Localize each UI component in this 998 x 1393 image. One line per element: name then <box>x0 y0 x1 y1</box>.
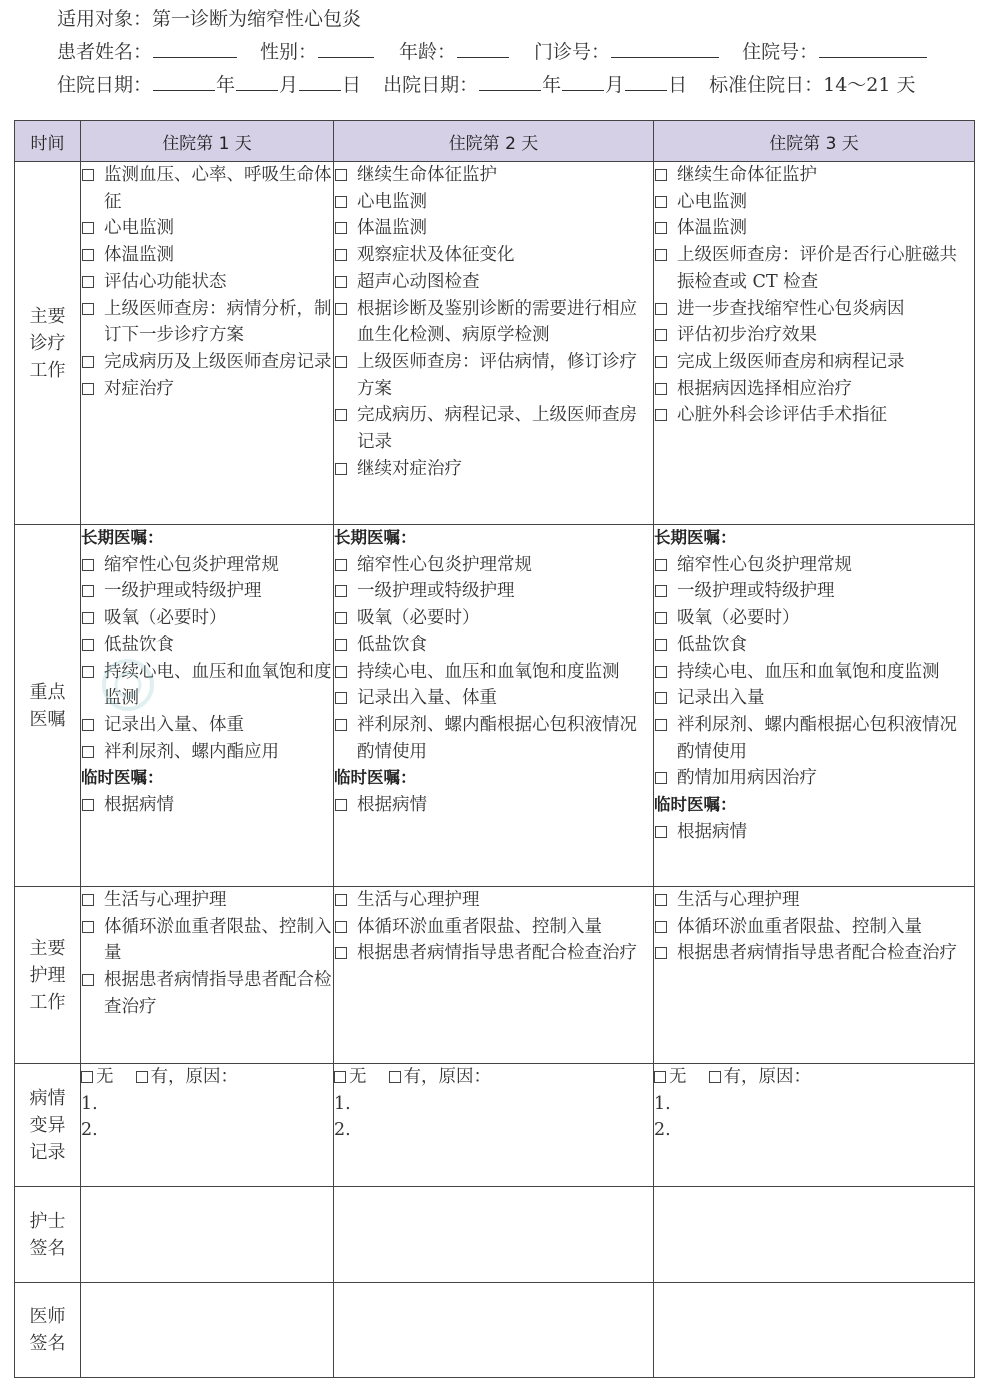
variation-reason-line[interactable]: 1. <box>81 1093 98 1114</box>
checklist-item <box>654 402 974 429</box>
variation-reason-line[interactable]: 2. <box>334 1120 351 1141</box>
checklist-item <box>81 296 333 349</box>
clinic-number-label: 门诊号： <box>534 41 611 63</box>
checklist-item-text: 心电监测 <box>104 218 174 239</box>
variation-reason-line[interactable]: 2. <box>81 1120 98 1141</box>
checklist-item <box>654 215 974 242</box>
checklist-item <box>654 659 974 686</box>
nursing-day1-cell <box>81 887 334 1064</box>
variation-day1-cell <box>81 1064 334 1187</box>
checkbox[interactable] <box>82 356 94 368</box>
checklist-item <box>334 552 653 579</box>
checkbox[interactable] <box>655 249 667 261</box>
checklist-item <box>334 685 653 712</box>
day2-temporary-list <box>334 792 653 819</box>
checklist-item-text: 体循环淤血重者限盐、控制入量 <box>104 916 332 964</box>
diagnosis-day2-cell <box>334 162 654 525</box>
checkbox[interactable] <box>335 612 347 624</box>
has-variation-label: 有，原因： <box>403 1067 491 1087</box>
checkbox[interactable] <box>335 249 347 261</box>
checklist-item <box>334 940 653 967</box>
checkbox[interactable] <box>335 947 347 959</box>
checkbox[interactable] <box>335 799 347 811</box>
nursing-day3-cell <box>654 887 975 1064</box>
checkbox[interactable] <box>335 303 347 315</box>
no-variation-checkbox[interactable] <box>334 1071 346 1083</box>
checklist-item <box>654 940 974 967</box>
checklist-item <box>334 914 653 941</box>
day2-long-term-list <box>334 552 653 766</box>
checkbox[interactable] <box>82 559 94 571</box>
clinical-pathway-table <box>14 120 975 1378</box>
checklist-item-text: 缩窄性心包炎护理常规 <box>104 554 279 575</box>
checklist-item <box>334 605 653 632</box>
table-header-row <box>15 121 975 162</box>
nurse-signature-row <box>15 1187 975 1283</box>
admission-year-unit: 年 <box>216 74 236 96</box>
checklist-item-text: 上级医师查房：病情分析，制订下一步诊疗方案 <box>104 298 332 346</box>
checkbox[interactable] <box>335 692 347 704</box>
checklist-item <box>654 578 974 605</box>
applicable-object: 适用对象：第一诊断为缩窄性心包炎 <box>57 8 362 30</box>
admission-day-unit: 日 <box>342 74 362 96</box>
orders-day3-cell <box>654 525 975 887</box>
checklist-item <box>81 792 333 819</box>
checklist-item <box>334 887 653 914</box>
checklist-item <box>81 632 333 659</box>
checklist-item <box>81 269 333 296</box>
checkbox[interactable] <box>82 383 94 395</box>
day3-long-term-list <box>654 552 974 792</box>
orders-day2-cell <box>334 525 654 887</box>
day1-long-term-list <box>81 552 333 766</box>
checklist-item <box>334 296 653 349</box>
checkbox[interactable] <box>655 921 667 933</box>
checkbox[interactable] <box>82 222 94 234</box>
checkbox[interactable] <box>335 666 347 678</box>
checklist-item <box>81 712 333 739</box>
dates-line <box>57 70 916 100</box>
checklist-item <box>334 189 653 216</box>
variation-reason-line[interactable]: 1. <box>334 1093 351 1114</box>
checklist-item-text: 体循环淤血重者限盐、控制入量 <box>677 916 922 937</box>
checklist-item <box>334 215 653 242</box>
checklist-item <box>654 242 974 295</box>
checklist-item-text: 根据患者病情指导患者配合检查治疗 <box>677 943 957 964</box>
nurse-signature-day3[interactable] <box>654 1187 975 1283</box>
age-field[interactable] <box>457 37 509 58</box>
checklist-item-text: 上级医师查房：评估病情，修订诊疗方案 <box>357 351 637 399</box>
time-header: 时间 <box>15 121 81 162</box>
checklist-item-text: 根据病情 <box>357 795 427 816</box>
doctor-signature-row <box>15 1283 975 1378</box>
checkbox[interactable] <box>655 772 667 784</box>
checklist-item-text: 根据病情 <box>677 821 747 842</box>
nurse-signature-label: 护士签名 <box>29 1210 66 1259</box>
temporary-orders-heading: 临时医嘱： <box>81 768 164 788</box>
checklist-item-text: 根据患者病情指导患者配合检查治疗 <box>104 970 332 1017</box>
checklist-item <box>81 887 333 914</box>
nurse-signature-day2[interactable] <box>334 1187 654 1283</box>
checklist-item-text: 心电监测 <box>677 191 747 212</box>
checklist-item-text: 袢利尿剂、螺内酯根据心包积液情况酌情使用 <box>677 714 957 762</box>
checklist-item-text: 观察症状及体征变化 <box>357 245 515 266</box>
doctor-signature-day1[interactable] <box>81 1283 334 1378</box>
day3-header: 住院第 3 天 <box>654 121 975 162</box>
doctor-signature-label: 医师签名 <box>29 1306 66 1354</box>
checklist-item-text: 袢利尿剂、螺内酯根据心包积液情况酌情使用 <box>357 714 637 762</box>
admission-month-field[interactable] <box>236 70 278 91</box>
inpatient-number-field[interactable] <box>819 37 927 58</box>
checklist-item-text: 吸氧（必要时） <box>677 608 800 629</box>
checklist-item-text: 体温监测 <box>104 245 174 266</box>
long-term-orders-heading: 长期医嘱： <box>334 528 417 547</box>
temporary-orders-heading: 临时医嘱： <box>654 795 737 815</box>
discharge-year-field[interactable] <box>479 70 541 91</box>
checklist-item-text: 继续生命体征监护 <box>677 165 817 185</box>
doctor-signature-day2[interactable] <box>334 1283 654 1378</box>
checkbox[interactable] <box>335 559 347 571</box>
has-variation-label: 有，原因： <box>150 1067 238 1087</box>
admission-date-label: 住院日期： <box>57 74 153 96</box>
checkbox[interactable] <box>335 463 347 475</box>
variation-row-label: 病情变异记录 <box>29 1087 66 1163</box>
checkbox[interactable] <box>335 585 347 597</box>
checklist-item <box>654 632 974 659</box>
checklist-item <box>654 819 974 846</box>
checklist-item-text: 评估心功能状态 <box>104 271 227 292</box>
checklist-item-text: 评估初步治疗效果 <box>677 325 817 346</box>
checkbox[interactable] <box>655 303 667 315</box>
discharge-month-unit: 月 <box>605 74 625 96</box>
checklist-item <box>334 659 653 686</box>
diagnosis-row <box>15 162 975 525</box>
checkbox[interactable] <box>82 612 94 624</box>
checklist-item-text: 体温监测 <box>357 218 427 239</box>
checklist-item <box>81 242 333 269</box>
checklist-item-text: 酌情加用病因治疗 <box>677 768 817 789</box>
discharge-day-unit: 日 <box>668 74 688 96</box>
checklist-item <box>334 349 653 402</box>
checklist-item <box>334 242 653 269</box>
checklist-item <box>334 578 653 605</box>
checkbox[interactable] <box>655 894 667 906</box>
checklist-item-text: 继续生命体征监护 <box>357 165 497 185</box>
patient-name-label: 患者姓名： <box>57 41 153 63</box>
checklist-item <box>81 659 333 712</box>
checklist-item-text: 监测血压、心率、呼吸生命体征 <box>104 165 332 212</box>
checkbox[interactable] <box>655 692 667 704</box>
checkbox[interactable] <box>335 894 347 906</box>
checklist-item <box>334 712 653 765</box>
checklist-item-text: 进一步查找缩窄性心包炎病因 <box>677 298 905 319</box>
checklist-item <box>81 578 333 605</box>
checklist-item-text: 心脏外科会诊评估手术指征 <box>677 405 887 426</box>
checkbox[interactable] <box>655 947 667 959</box>
checklist-item <box>654 765 974 792</box>
checkbox[interactable] <box>82 921 94 933</box>
checklist-item <box>654 322 974 349</box>
checklist-item <box>81 739 333 766</box>
checklist-item <box>654 552 974 579</box>
variation-choice-line <box>334 1064 653 1091</box>
nursing-row <box>15 887 975 1064</box>
checklist-item-text: 完成病历及上级医师查房记录 <box>104 351 332 372</box>
no-variation-checkbox[interactable] <box>81 1071 93 1083</box>
checklist-item-text: 完成病历、病程记录、上级医师查房记录 <box>357 405 637 453</box>
standard-stay: 标准住院日：14～21 天 <box>709 74 916 96</box>
variation-reason-line[interactable]: 2. <box>654 1120 671 1141</box>
checkbox[interactable] <box>335 356 347 368</box>
checklist-item <box>654 887 974 914</box>
checkbox[interactable] <box>655 222 667 234</box>
orders-row-label: 重点医嘱 <box>29 681 66 730</box>
long-term-orders-heading: 长期医嘱： <box>81 528 164 547</box>
checkbox[interactable] <box>82 746 94 758</box>
discharge-year-unit: 年 <box>542 74 562 96</box>
clinic-number-field[interactable] <box>611 37 719 58</box>
checkbox[interactable] <box>335 169 347 181</box>
checkbox[interactable] <box>655 826 667 838</box>
checklist-item-text: 上级医师查房：评价是否行心脏磁共振检查或 CT 检查 <box>677 245 957 292</box>
checklist-item-text: 低盐饮食 <box>104 634 174 655</box>
checklist-item-text: 生活与心理护理 <box>677 890 800 910</box>
checkbox[interactable] <box>655 196 667 208</box>
discharge-month-field[interactable] <box>562 70 604 91</box>
checklist-item-text: 持续心电、血压和血氧饱和度监测 <box>357 661 620 682</box>
diagnosis-row-label: 主要诊疗工作 <box>29 305 66 381</box>
checklist-item-text: 吸氧（必要时） <box>357 608 480 629</box>
checklist-item <box>81 552 333 579</box>
checklist-item-text: 生活与心理护理 <box>357 890 480 910</box>
checklist-item <box>81 162 333 215</box>
sex-field[interactable] <box>318 37 374 58</box>
nursing-row-label: 主要护理工作 <box>29 937 66 1013</box>
nursing-day2-cell <box>334 887 654 1064</box>
discharge-date-label: 出院日期： <box>383 74 479 96</box>
checklist-item <box>654 296 974 323</box>
variation-day2-cell <box>334 1064 654 1187</box>
checklist-item <box>81 967 333 1020</box>
variation-day3-cell <box>654 1064 975 1187</box>
checkbox[interactable] <box>655 666 667 678</box>
checklist-item-text: 缩窄性心包炎护理常规 <box>677 554 852 575</box>
long-term-orders-heading: 长期医嘱： <box>654 528 737 547</box>
no-variation-label: 无 <box>96 1067 114 1087</box>
patient-name-field[interactable] <box>153 37 237 58</box>
checkbox[interactable] <box>82 719 94 731</box>
admission-month-unit: 月 <box>279 74 299 96</box>
checklist-item <box>81 605 333 632</box>
checkbox[interactable] <box>655 639 667 651</box>
checklist-item <box>334 456 653 483</box>
checklist-item-text: 完成上级医师查房和病程记录 <box>677 351 905 372</box>
checklist-item-text: 根据诊断及鉴别诊断的需要进行相应血生化检测、病原学检测 <box>357 298 637 346</box>
checklist-item <box>81 349 333 376</box>
checklist-item-text: 低盐饮食 <box>677 634 747 655</box>
checkbox[interactable] <box>655 356 667 368</box>
checkbox[interactable] <box>655 612 667 624</box>
day3-temporary-list <box>654 819 974 846</box>
checkbox[interactable] <box>335 639 347 651</box>
has-variation-checkbox[interactable] <box>709 1071 721 1083</box>
checklist-item <box>334 402 653 455</box>
checklist-item <box>654 376 974 403</box>
orders-row <box>15 525 975 887</box>
checklist-item-text: 记录出入量 <box>677 688 765 709</box>
checklist-item-text: 超声心动图检查 <box>357 271 480 292</box>
checklist-item <box>81 376 333 403</box>
has-variation-checkbox[interactable] <box>136 1071 148 1083</box>
checkbox[interactable] <box>335 222 347 234</box>
checklist-item-text: 一级护理或特级护理 <box>357 581 515 602</box>
checklist-item <box>654 189 974 216</box>
checklist-item-text: 一级护理或特级护理 <box>104 581 262 602</box>
day1-temporary-list <box>81 792 333 819</box>
checkbox[interactable] <box>335 921 347 933</box>
checklist-item <box>654 685 974 712</box>
checklist-item-text: 对症治疗 <box>104 378 174 399</box>
admission-year-field[interactable] <box>153 70 215 91</box>
checkbox[interactable] <box>335 409 347 421</box>
checkbox[interactable] <box>82 974 94 986</box>
checklist-item-text: 缩窄性心包炎护理常规 <box>357 554 532 575</box>
discharge-day-field[interactable] <box>625 70 667 91</box>
checklist-item-text: 生活与心理护理 <box>104 890 227 910</box>
variation-choice-line <box>81 1064 333 1091</box>
no-variation-checkbox[interactable] <box>654 1071 666 1083</box>
checkbox[interactable] <box>335 276 347 288</box>
has-variation-label: 有，原因： <box>723 1067 811 1087</box>
patient-info-line <box>57 37 928 67</box>
sex-label: 性别： <box>260 41 318 63</box>
checklist-item <box>654 712 974 765</box>
checklist-item <box>654 605 974 632</box>
day2-header: 住院第 2 天 <box>334 121 654 162</box>
checkbox[interactable] <box>82 276 94 288</box>
checklist-item-text: 吸氧（必要时） <box>104 608 227 629</box>
checklist-item <box>334 792 653 819</box>
checkbox[interactable] <box>335 719 347 731</box>
checkbox[interactable] <box>82 639 94 651</box>
checkbox[interactable] <box>655 169 667 181</box>
inpatient-number-label: 住院号： <box>742 41 819 63</box>
checkbox[interactable] <box>82 169 94 181</box>
checkbox[interactable] <box>82 666 94 678</box>
checklist-item-text: 低盐饮食 <box>357 634 427 655</box>
checklist-item <box>334 269 653 296</box>
no-variation-label: 无 <box>669 1067 687 1087</box>
checkbox[interactable] <box>655 329 667 341</box>
checklist-item-text: 记录出入量、体重 <box>357 688 497 709</box>
checkbox[interactable] <box>82 585 94 597</box>
checkbox[interactable] <box>655 383 667 395</box>
checklist-item-text: 持续心电、血压和血氧饱和度监测 <box>104 661 332 709</box>
checkbox[interactable] <box>335 196 347 208</box>
variation-reason-line[interactable]: 1. <box>654 1093 671 1114</box>
checklist-item-text: 体温监测 <box>677 218 747 239</box>
checkbox[interactable] <box>82 799 94 811</box>
nurse-signature-day1[interactable] <box>81 1187 334 1283</box>
checklist-item-text: 根据病因选择相应治疗 <box>677 378 852 399</box>
checkbox[interactable] <box>82 303 94 315</box>
checkbox[interactable] <box>655 719 667 731</box>
checkbox[interactable] <box>655 559 667 571</box>
checklist-item <box>654 162 974 189</box>
checklist-item <box>654 914 974 941</box>
checklist-item-text: 心电监测 <box>357 191 427 212</box>
diagnosis-day3-cell <box>654 162 975 525</box>
checklist-item <box>81 215 333 242</box>
variation-row <box>15 1064 975 1187</box>
checklist-item-text: 根据病情 <box>104 795 174 816</box>
checkbox[interactable] <box>655 409 667 421</box>
no-variation-label: 无 <box>349 1067 367 1087</box>
checkbox[interactable] <box>82 249 94 261</box>
checklist-item-text: 袢利尿剂、螺内酯应用 <box>104 741 279 762</box>
orders-day1-cell <box>81 525 334 887</box>
checkbox[interactable] <box>82 894 94 906</box>
age-label: 年龄： <box>399 41 457 63</box>
checklist-item-text: 一级护理或特级护理 <box>677 581 835 602</box>
doctor-signature-day3[interactable] <box>654 1283 975 1378</box>
temporary-orders-heading: 临时医嘱： <box>334 768 417 788</box>
checklist-item <box>334 632 653 659</box>
checklist-item-text: 根据患者病情指导患者配合检查治疗 <box>357 943 637 964</box>
checklist-item-text: 继续对症治疗 <box>357 458 462 479</box>
checklist-item <box>654 349 974 376</box>
admission-day-field[interactable] <box>299 70 341 91</box>
checklist-item <box>334 162 653 189</box>
checklist-item-text: 体循环淤血重者限盐、控制入量 <box>357 916 602 937</box>
variation-choice-line <box>654 1064 974 1091</box>
diagnosis-day1-cell <box>81 162 334 525</box>
checklist-item-text: 持续心电、血压和血氧饱和度监测 <box>677 661 940 682</box>
day1-header: 住院第 1 天 <box>81 121 334 162</box>
checklist-item <box>81 914 333 967</box>
has-variation-checkbox[interactable] <box>389 1071 401 1083</box>
checklist-item-text: 记录出入量、体重 <box>104 714 244 735</box>
checkbox[interactable] <box>655 585 667 597</box>
